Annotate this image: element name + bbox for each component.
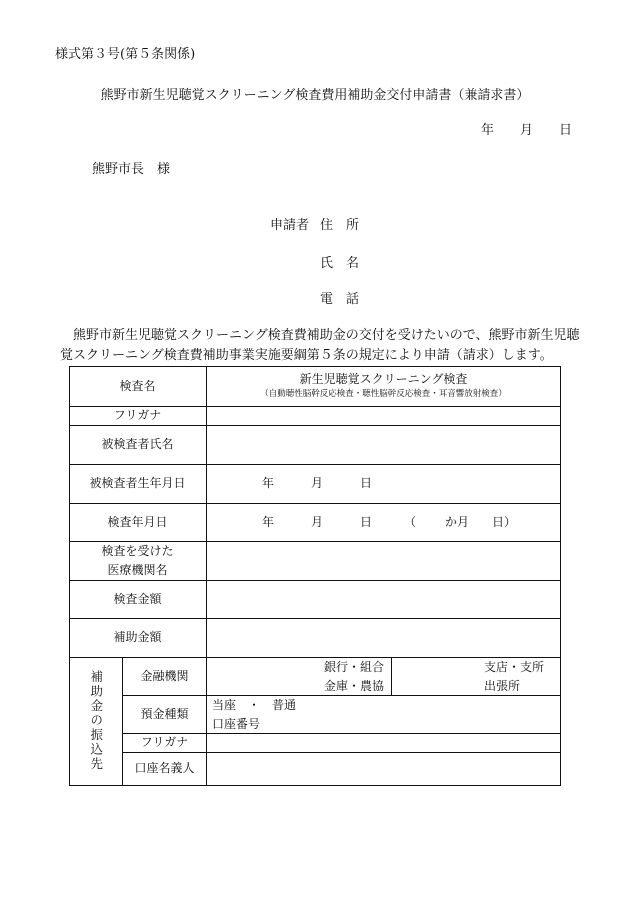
form-title: 熊野市新生児聴覚スクリーニング検査費用補助金交付申請書（兼請求書） [100, 88, 530, 103]
subsidy-amount-label: 補助金額 [113, 630, 162, 645]
birthdate-label: 被検査者生年月日 [89, 476, 186, 491]
deposit-type-options: 当座 ・ 普通 [212, 698, 297, 712]
branch-type-1: 支店・支所 [484, 660, 545, 674]
body-text [60, 326, 580, 366]
exam-month: 月 [311, 515, 324, 529]
age-months: か月 [445, 515, 470, 529]
phone-label: 電 話 [320, 292, 360, 307]
date-day: 日 [558, 123, 572, 138]
birth-day: 日 [360, 476, 373, 490]
date-year: 年 [480, 123, 494, 138]
institution-label-line1: 検査を受けた [101, 543, 174, 558]
birth-month: 月 [311, 476, 324, 490]
exam-cost-label: 検査金額 [113, 591, 162, 606]
deposit-type-label: 預金種類 [140, 706, 189, 721]
birth-year: 年 [262, 476, 275, 490]
age-days: 日） [492, 515, 517, 529]
account-furigana-label: フリガナ [140, 735, 189, 750]
exam-day: 日 [360, 515, 373, 529]
examinee-name-label: 被検査者氏名 [101, 437, 174, 452]
bank-label: 金融機関 [140, 668, 189, 683]
transfer-section-label [69, 657, 122, 785]
exam-name-label: 検査名 [119, 378, 156, 393]
body-paragraph: 熊野市新生児聴覚スクリーニング検査費補助金の交付を受けたいので、熊野市新生児聴覚スクリーニング検査費補助事業実施要綱第５条の規定により申請（請求）します。 [60, 328, 580, 363]
account-number-label: 口座番号 [212, 717, 261, 731]
exam-name-note: （自動聴性脳幹反応検査・聴性脳幹反応検査・耳音響放射検査） [260, 389, 507, 400]
table-line [206, 366, 207, 785]
table-line [391, 657, 392, 695]
bank-type-1: 銀行・組合 [324, 660, 385, 674]
transfer-section-text: 補助金の振込先 [88, 670, 104, 772]
exam-name-cell [207, 366, 560, 406]
institution-label [69, 541, 206, 580]
date-line [481, 124, 572, 137]
form-number: 様式第３号(第５条関係) [55, 47, 196, 62]
table-line [560, 366, 561, 785]
addressee: 熊野市長 様 [92, 162, 171, 177]
table-line [69, 785, 561, 786]
date-month: 月 [519, 123, 533, 138]
address-label: 住 所 [320, 218, 360, 233]
applicant-label: 申請者 [270, 218, 310, 233]
age-open-paren: （ [404, 515, 417, 529]
bank-type-2: 金庫・農協 [324, 679, 385, 693]
furigana-label: フリガナ [113, 408, 162, 423]
exam-year: 年 [262, 515, 275, 529]
exam-name-value: 新生児聴覚スクリーニング検査 [299, 372, 468, 387]
exam-date-label: 検査年月日 [107, 514, 168, 529]
institution-label-line2: 医療機関名 [107, 562, 168, 577]
name-label: 氏 名 [320, 256, 360, 271]
account-holder-label: 口座名義人 [134, 761, 195, 776]
branch-type-2: 出張所 [484, 679, 521, 693]
